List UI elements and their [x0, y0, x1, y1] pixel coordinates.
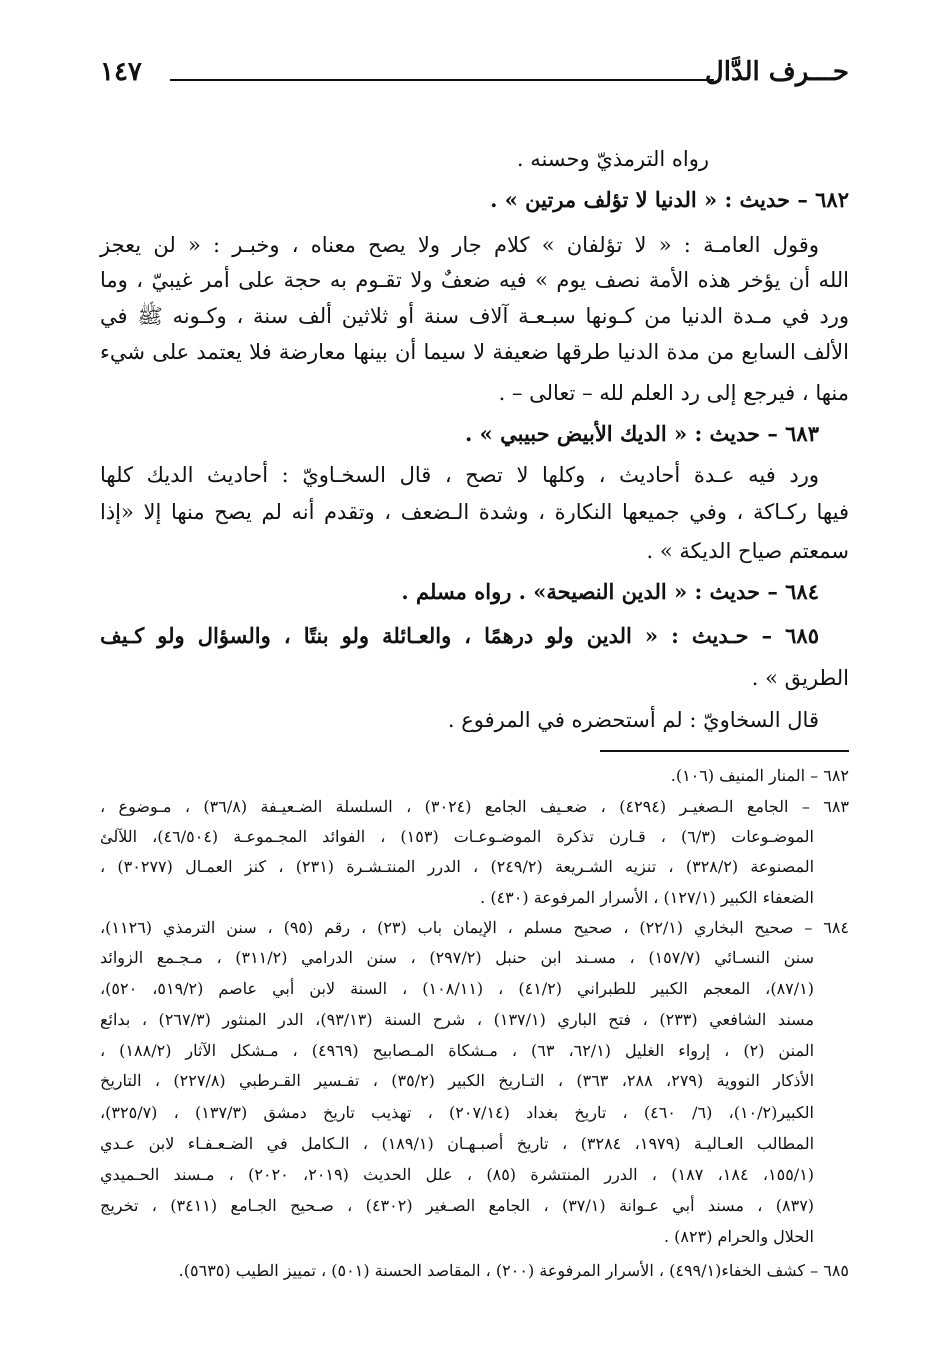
body-line: قال السخاويّ : لم أستحضره في المرفوع .: [447, 708, 819, 732]
footnote-line: المصنوعة (٣٢٨/٢) ، تنزيه الشـريعة (٢٤٩/٢) ، الدرر المنتـشـرة (٢٣١) ، كنز العمـال (٣٠٢٧٧) ،: [100, 857, 815, 876]
footnote-separator: [600, 750, 849, 752]
footnote-line: مسند الشافعي (٢٣٣) ، فتح الباري (١٣٧/١) ، شرح السنة (٩٣/١٣)، الدر المنثور (٢٦٧/٣) ، بدائع: [100, 1010, 815, 1029]
footnote-line: الضعفاء الكبير (١٢٧/١) ، الأسرار المرفوعة (٤٣٠) .: [480, 888, 814, 907]
body-line: رواه الترمذيّ وحسنه .: [516, 147, 709, 171]
footnote-line: ٦٨٤ – صحيح البخاري (٢٢/١) ، صحيح مسلم ، الإيمان باب (٢٣) ، رقم (٩٥) ، سنن الترمذي (١١٢٦)،: [100, 918, 850, 937]
body-line: ٦٨٥ – حـديث : « الدين ولو درهمًا ، والعـائلة ولو بنتًا ، والسؤال ولو كـيف: [100, 623, 819, 648]
body-line: ٦٨٤ – حديث : « الدين النصيحة» . رواه مسلم .: [401, 579, 819, 604]
footnote-line: (٨٣٧) ، مسند أبي عـوانة (٣٧/١) ، الجامع الصـغير (٤٣٠٢) ، صـحيح الجـامع (٣٤١١) ، تخريج: [100, 1196, 815, 1215]
chapter-title: حـــرف الدَّال: [704, 57, 849, 87]
footnote-line: المطالب العـاليـة (١٩٧٩، ٣٢٨٤) ، تاريخ أصبـهـان (١٨٩/١) ، الـكامل في الضـعـفـاء لابن عـدي: [100, 1134, 815, 1153]
footnote-line: الحلال والحرام (٨٢٣) .: [664, 1227, 814, 1246]
body-line: وقول العامـة : « لا تؤلفان » كلام جار ولا يصح معناه ، وخبـر : « لن يعجز: [100, 233, 819, 257]
body-line: سمعتم صياح الديكة » .: [646, 539, 849, 563]
footnote-line: سنن النسـائي (١٥٧/٧) ، مسـند ابن حنبل (٢٩٧/٢) ، سنن الدرامي (٣١١/٢) ، مـجـمع الزوائد: [100, 948, 814, 967]
page-header: [100, 55, 849, 95]
page-number: ١٤٧: [100, 57, 142, 87]
footnote-line: ٦٨٣ – الجامع الـصغيـر (٤٢٩٤) ، ضعـيف الجامع (٣٠٢٤) ، السلسلة الضـعيـفة (٣٦/٨) ، مـوضوع ،: [100, 797, 850, 816]
body-line: ٦٨٣ – حديث : « الديك الأبيض حبيبي » .: [465, 421, 819, 446]
body-line: ٦٨٢ – حديث : « الدنيا لا تؤلف مرتين » .: [490, 187, 849, 212]
body-line: الطريق » .: [751, 666, 849, 690]
header-rule: [170, 79, 714, 81]
footnote-line: ٦٨٥ – كشف الخفاء(٤٩٩/١) ، الأسرار المرفوعة (٢٠٠) ، المقاصد الحسنة (٥٠١) ، تمييز الطيب (٥٦٣٥).: [178, 1261, 849, 1280]
footnote-line: (٨٧/١)، المعجم الكبير للطبراني (٤١/٢) ، (١٠٨/١١) ، السنة لابن أبي عاصم (٥١٩/٢، ٥٢٠)،: [100, 979, 814, 998]
body-line: فيها ركـاكة ، وفي جميعها النكارة ، وشدة الـضعف ، وتقدم أنه لم يصح منها إلا «إذا: [100, 500, 849, 524]
body-line: ورد في مـدة الدنيا من كـونها سبـعـة آلاف سنة أو ثلاثين ألف سنة ، وكـونه ﷺ في: [100, 304, 849, 328]
body-line: ورد فيه عـدة أحاديث ، وكلها لا تصح ، قال السخـاويّ : أحاديث الديك كلها: [100, 463, 819, 487]
footnote-line: المنن (٢) ، إرواء الغليل (٦٢/١، ٦٣) ، مـشكاة المـصابيح (٤٩٦٩) ، مـشكل الآثار (١٨٨/٢) ،: [100, 1041, 815, 1060]
footnote-line: الموضـوعات (٦/٣) ، قـارن تذكرة الموضـوعـات (١٥٣) ، الفوائد المجـموعـة (٤٦/٥٠٤)، اللآلئ: [100, 827, 814, 846]
footnote-line: (١٥٥/١، ١٨٤، ١٨٧) ، الدرر المنتشرة (٨٥) ، علل الحديث (٢٠١٩، ٢٠٢٠) ، مـسند الحـميدي: [100, 1165, 815, 1184]
footnote-line: الأذكار النووية (٢٧٩، ٢٨٨، ٣٦٣) ، التـاريخ الكبير (٣٥/٢) ، تفـسير القـرطبي (٢٢٧/٨) ، التاريخ: [100, 1071, 815, 1090]
body-line: الله أن يؤخر هذه الأمة نصف يوم » فيه ضعفٌ ولا تقـوم به حجة على أمر غيبيّ ، وما: [100, 268, 849, 292]
body-line: الألف السابع من مدة الدنيا طرقها ضعيفة لا سيما أن بينها معارضة فلا يعتمد على شيء: [100, 340, 849, 364]
footnote-line: الكبير(١٠/٢)، (٦/ ٤٦٠) ، تاريخ بغداد (٢٠٧/١٤) ، تهذيب تاريخ دمشق (١٣٧/٣) ، (٣٢٥/٧)،: [100, 1103, 814, 1122]
footnote-line: ٦٨٢ – المنار المنيف (١٠٦).: [670, 766, 849, 785]
body-line: منها ، فيرجع إلى رد العلم لله – تعالى – .: [498, 381, 849, 405]
